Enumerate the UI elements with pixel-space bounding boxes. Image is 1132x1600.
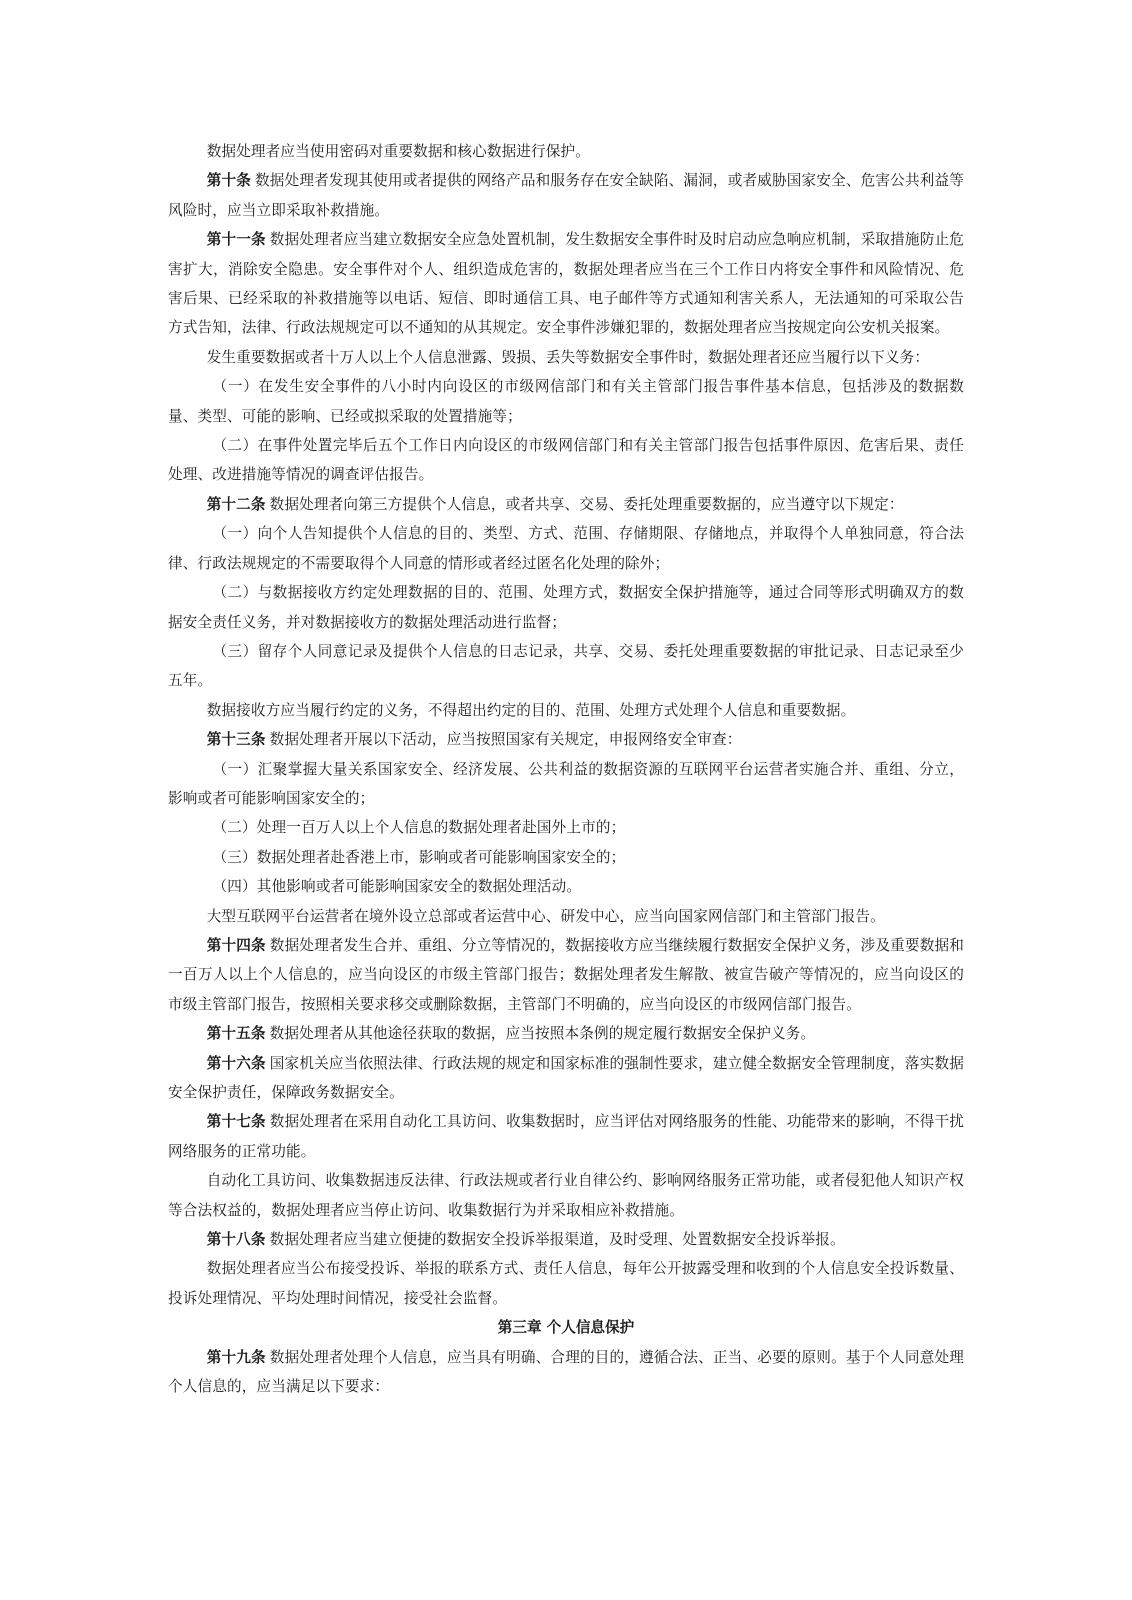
paragraph-text: 数据处理者在采用自动化工具访问、收集数据时，应当评估对网络服务的性能、功能带来的影响，不得干扰网络服务的正常功能。 [168,1113,964,1160]
paragraph-text: 数据处理者应当公布接受投诉、举报的联系方式、责任人信息，每年公开披露受理和收到的个人信息安全投诉数量、投诉处理情况、平均处理时间情况，接受社会监督。 [168,1260,964,1307]
list-item-paragraph [168,755,964,814]
paragraph-text: 数据处理者开展以下活动，应当按照国家有关规定，申报网络安全审查： [269,731,742,749]
article-paragraph [168,1049,964,1108]
body-paragraph [168,696,964,725]
paragraph-text: 国家机关应当依照法律、行政法规的规定和国家标准的强制性要求，建立健全数据安全管理制度，落实数据安全保护责任，保障政务数据安全。 [168,1054,964,1101]
list-item-paragraph [168,372,964,431]
article-number: 第十条 [206,172,252,190]
article-number: 第十三条 [206,731,266,749]
list-item-paragraph [168,578,964,637]
list-item-paragraph [168,872,964,901]
article-number: 第十一条 [206,231,266,249]
article-paragraph [168,1019,964,1048]
paragraph-text: （三）留存个人同意记录及提供个人信息的日志记录，共享、交易、委托处理重要数据的审批记录、日志记录至少五年。 [168,642,964,690]
article-number: 第十五条 [206,1025,266,1043]
article-paragraph [168,1107,964,1166]
paragraph-text: 大型互联网平台运营者在境外设立总部或者运营中心、研发中心，应当向国家网信部门和主管部门报告。 [206,907,885,925]
paragraph-text: 数据处理者发生合并、重组、分立等情况的，数据接收方应当继续履行数据安全保护义务，涉及重要数据和一百万人以上个人信息的，应当向设区的市级主管部门报告；数据处理者发生解散、被宣告破产等情况的，应当向设区的市级主管部门报告，按照相关要求移交或删除数据，主管部门不明确的，应当向设区的市级网信部门报告。 [168,936,964,1013]
body-paragraph [168,1166,964,1225]
list-item-paragraph [168,519,964,578]
paragraph-text: （二）处理一百万人以上个人信息的数据处理者赴国外上市的； [212,819,626,837]
body-paragraph [168,1254,964,1313]
paragraph-text: （四）其他影响或者可能影响国家安全的数据处理活动。 [212,878,582,896]
paragraph-text: 数据处理者处理个人信息，应当具有明确、合理的目的，遵循合法、正当、必要的原则。基于个人同意处理个人信息的，应当满足以下要求： [168,1348,964,1396]
paragraph-text: （一）向个人告知提供个人信息的目的、类型、方式、范围、存储期限、存储地点，并取得个人单独同意，符合法律、行政法规规定的不需要取得个人同意的情形或者经过匿名化处理的除外； [168,525,964,572]
article-paragraph [168,1343,964,1402]
article-number: 第十九条 [206,1348,266,1366]
list-item-paragraph [168,431,964,490]
paragraph-text: （一）汇聚掌握大量关系国家安全、经济发展、公共利益的数据资源的互联网平台运营者实施合并、重组、分立，影响或者可能影响国家安全的； [168,760,964,807]
article-number: 第十六条 [206,1054,266,1072]
paragraph-text: 自动化工具访问、收集数据违反法律、行政法规或者行业自律公约、影响网络服务正常功能，或者侵犯他人知识产权等合法权益的，数据处理者应当停止访问、收集数据行为并采取相应补救措施。 [168,1172,964,1219]
article-number: 第十七条 [206,1113,266,1131]
body-paragraph [168,137,964,166]
list-item-paragraph [168,843,964,872]
paragraph-text: （二）与数据接收方约定处理数据的目的、范围、处理方式，数据安全保护措施等，通过合同等形式明确双方的数据安全责任义务，并对数据接收方的数据处理活动进行监督； [168,584,964,631]
paragraph-text: （三）数据处理者赴香港上市，影响或者可能影响国家安全的； [212,848,626,866]
paragraph-text: 数据接收方应当履行约定的义务，不得超出约定的目的、范围、处理方式处理个人信息和重要数据。 [206,701,856,719]
article-paragraph [168,490,964,519]
paragraph-text: （二）在事件处置完毕后五个工作日内向设区的市级网信部门和有关主管部门报告包括事件原因、危害后果、责任处理、改进措施等情况的调查评估报告。 [168,437,964,484]
paragraph-text: 数据处理者应当使用密码对重要数据和核心数据进行保护。 [206,143,591,160]
article-number: 第十四条 [206,936,266,954]
paragraph-text: 数据处理者向第三方提供个人信息，或者共享、交易、委托处理重要数据的，应当遵守以下规定： [269,495,904,513]
body-paragraph [168,343,964,372]
paragraph-text: 数据处理者应当建立数据安全应急处置机制，发生数据安全事件时及时启动应急响应机制，采取措施防止危害扩大，消除安全隐患。安全事件对个人、组织造成危害的，数据处理者应当在三个工作日内将安全事件和风险情况、危害后果、已经采取的补救措施等以电话、短信、即时通信工具、电子邮件等方式通知利害关系人，无法通知的可采取公告方式告知，法律、行政法规规定可以不通知的从其规定。安全事件涉嫌犯罪的，数据处理者应当按规定向公安机关报案。 [168,231,964,337]
paragraph-text: 数据处理者发现其使用或者提供的网络产品和服务存在安全缺陷、漏洞，或者威胁国家安全、危害公共利益等风险时，应当立即采取补救措施。 [168,172,964,219]
list-item-paragraph [168,637,964,696]
chapter-heading: 第三章 个人信息保护 [497,1319,635,1337]
paragraph-text: （一）在发生安全事件的八小时内向设区的市级网信部门和有关主管部门报告事件基本信息，包括涉及的数据数量、类型、可能的影响、已经或拟采取的处置措施等； [168,378,964,425]
article-number: 第十二条 [206,495,266,513]
article-paragraph [168,225,964,343]
article-number: 第十八条 [206,1231,266,1249]
article-paragraph [168,166,964,225]
article-paragraph [168,931,964,1019]
article-paragraph [168,725,964,754]
body-paragraph [168,902,964,931]
paragraph-text: 发生重要数据或者十万人以上个人信息泄露、毁损、丢失等数据安全事件时，数据处理者还应当履行以下义务： [206,348,930,366]
paragraph-text: 数据处理者从其他途径获取的数据，应当按照本条例的规定履行数据安全保护义务。 [269,1025,816,1043]
paragraph-text: 数据处理者应当建立便捷的数据安全投诉举报渠道，及时受理、处置数据安全投诉举报。 [269,1231,845,1249]
list-item-paragraph [168,813,964,842]
article-paragraph [168,1225,964,1254]
